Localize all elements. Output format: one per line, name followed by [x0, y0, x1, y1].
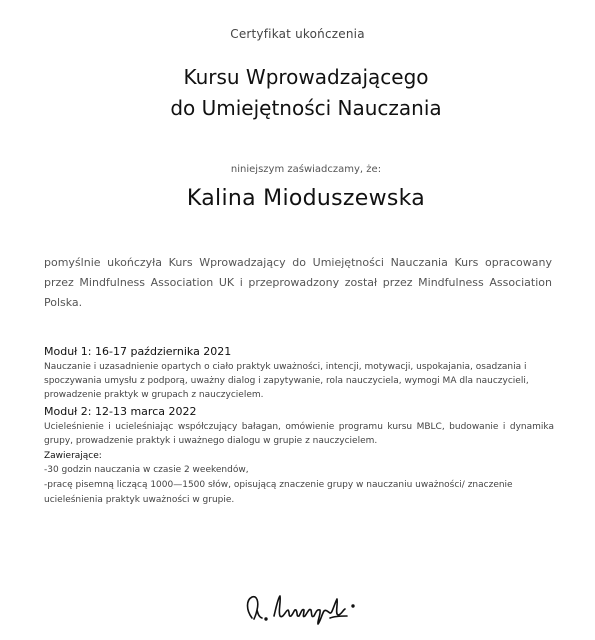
intro-text: niniejszym zaświadczamy, że:	[230, 164, 382, 175]
module-1-description: Nauczanie i uzasadnienie opartych o ciało praktyk uważności, intencji, motywacji, uspokajania, osadzania i spoczywania umysłu z podporą, uważny dialog i zapytywanie, rola nauczyciela, wymogi MA dla nauczycieli, prowadzenie praktyk w grupach z nauczycielem.	[44, 362, 529, 400]
includes-heading: Zawierające:	[44, 451, 102, 461]
module-2-heading: Moduł 2: 12-13 marca 2022	[44, 405, 197, 418]
course-title-line-1: Kursu Wprowadzającego	[183, 65, 429, 89]
module-2-description: Ucieleśnienie i ucieleśniając współczujący bałagan, omówienie programu kursu MBLC, budowanie i dynamika grupy, prowadzenie praktyk i uważnego dialogu w grupie z nauczycielem.	[44, 422, 554, 446]
includes-item-1: -30 godzin nauczania w czasie 2 weekendów,	[44, 465, 249, 475]
module-1-heading: Moduł 1: 16-17 października 2021	[44, 345, 232, 358]
modules-section	[44, 344, 554, 508]
recipient-name: Kalina Mioduszewska	[186, 186, 426, 211]
includes-item-2: -pracę pisemną liczącą 1000—1500 słów, opisującą znaczenie grupy w nauczaniu uważności/ znaczenie ucieleśnienia praktyk uważności w grupie.	[44, 480, 513, 505]
course-title	[0, 62, 595, 124]
completion-statement: pomyślnie ukończyła Kurs Wprowadzający do Umiejętności Nauczania Kurs opracowany przez Mindfulness Association UK i przeprowadzony został przez Mindfulness Association Polska.	[44, 256, 552, 309]
certificate-subtitle: Certyfikat ukończenia	[230, 27, 365, 41]
signature-image	[238, 588, 370, 628]
course-title-line-2: do Umiejętności Nauczania	[170, 96, 442, 120]
